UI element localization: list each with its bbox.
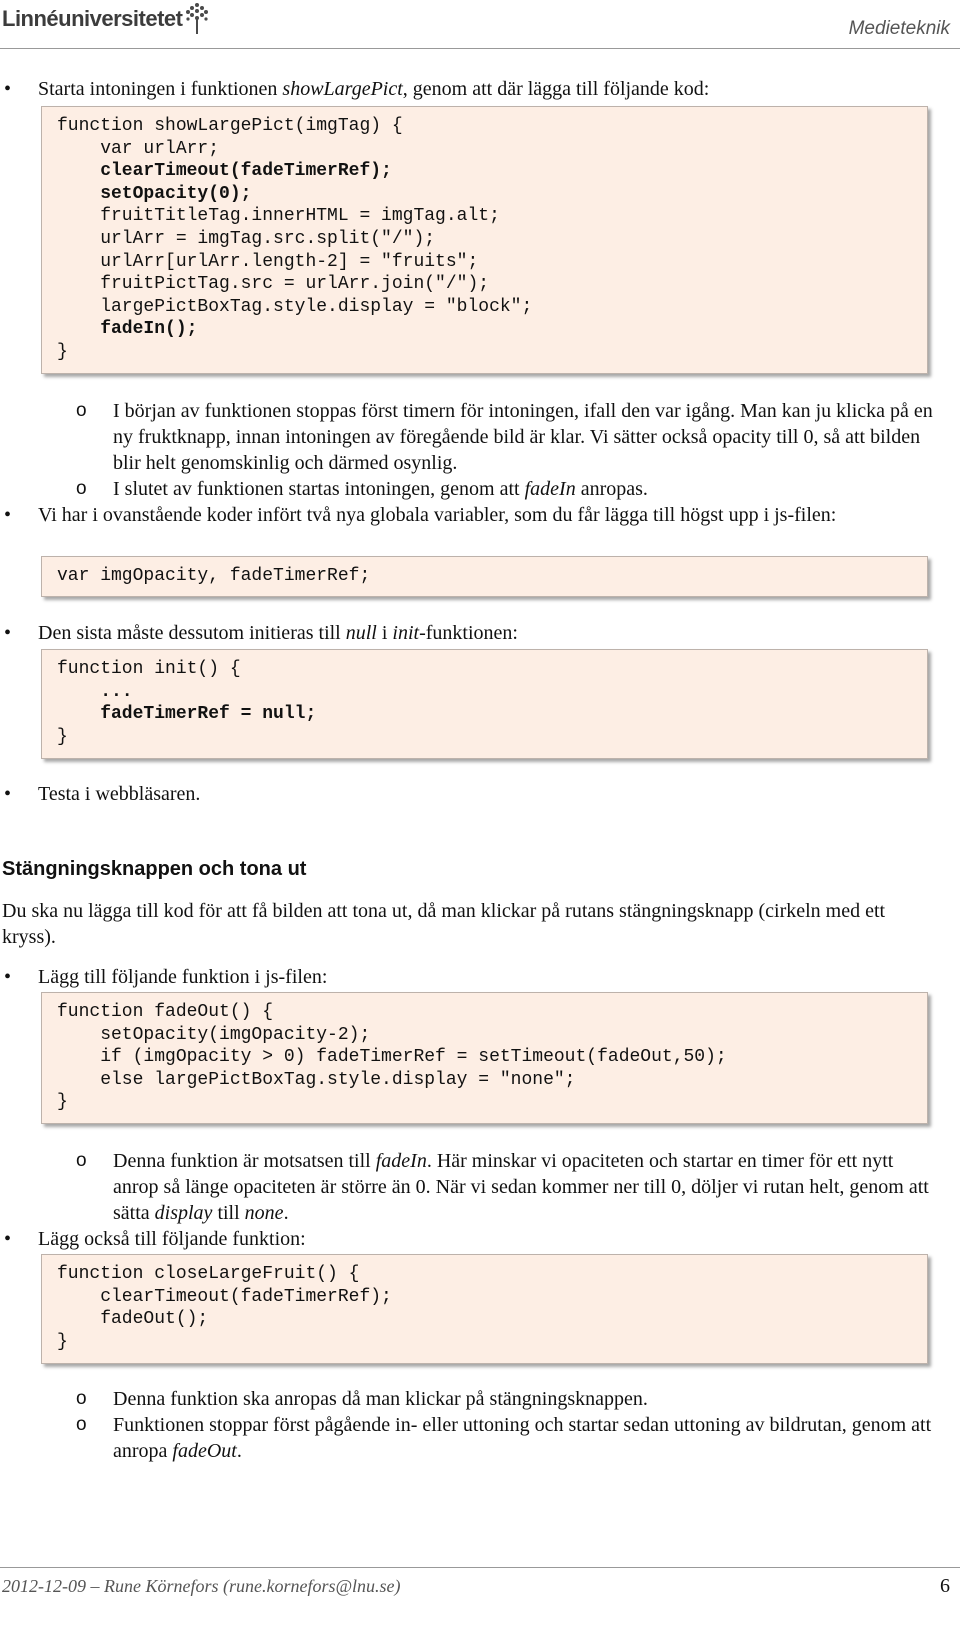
code-line: ... [57, 681, 133, 702]
bullet-marker: • [4, 966, 12, 988]
code-line: setOpacity(imgOpacity-2); [57, 1024, 371, 1045]
instruction-init-null: Den sista måste dessutom initieras till null i init-funktionen: [38, 622, 518, 644]
code-line: } [57, 1331, 68, 1352]
explanation-close-button: Denna funktion ska anropas då man klickar på stängningsknappen. [113, 1388, 648, 1410]
code-line: } [57, 726, 68, 747]
bullet-marker: • [4, 1228, 12, 1250]
sub-bullet-marker: o [76, 1388, 87, 1409]
explanation-start-fade-in: I slutet av funktionen startas intoningen, genom att fadeIn anropas. [113, 478, 648, 500]
page-number: 6 [940, 1575, 950, 1597]
code-block-show-large-pict [41, 106, 928, 374]
code-line: setOpacity(0); [57, 183, 252, 204]
code-line: clearTimeout(fadeTimerRef); [57, 1286, 392, 1307]
code-line: function fadeOut() { [57, 1002, 274, 1022]
code-line: fadeOut(); [57, 1309, 209, 1330]
university-logo [2, 6, 210, 36]
sub-bullet-marker: o [76, 1414, 87, 1435]
sub-bullet-marker: o [76, 478, 87, 499]
logo-wordmark: Linnéuniversitetet [2, 6, 183, 31]
code-line: urlArr[urlArr.length-2] = "fruits"; [57, 251, 479, 272]
code-line: fadeIn(); [57, 319, 198, 340]
code-line: urlArr = imgTag.src.split("/"); [57, 228, 436, 249]
code-line: var imgOpacity, fadeTimerRef; [57, 566, 371, 586]
code-line: fruitTitleTag.innerHTML = imgTag.alt; [57, 206, 500, 227]
explanation-fade-out: Denna funktion är motsatsen till fadeIn. Här minskar vi opaciteten och startar en timer för ett nytt anrop så länge opaciteten är större än 0. När vi sedan kommer ner till 0, döljer vi rutan helt, genom att sätta display till none. [113, 1150, 929, 1224]
bullet-marker: • [4, 783, 12, 805]
code-line: function closeLargeFruit() { [57, 1264, 360, 1284]
instruction-add-close-function: Lägg också till följande funktion: [38, 1228, 306, 1250]
page-header [0, 0, 960, 50]
instruction-start-fade-in: Starta intoningen i funktionen showLargePict, genom att där lägga till följande kod: [38, 78, 710, 100]
footer-author-date: 2012-12-09 – Rune Körnefors (rune.kornefors@lnu.se) [2, 1576, 401, 1596]
sub-bullet-marker: o [76, 1150, 87, 1171]
section-intro: Du ska nu lägga till kod för att få bilden att tona ut, då man klickar på rutans stängningsknapp (cirkeln med ett kryss). [2, 900, 886, 948]
bullet-marker: • [4, 622, 12, 644]
code-line: largePictBoxTag.style.display = "block"; [57, 296, 533, 317]
code-line: clearTimeout(fadeTimerRef); [57, 161, 392, 182]
section-heading: Stängningsknappen och tona ut [2, 858, 307, 880]
code-line: function showLargePict(imgTag) { [57, 116, 403, 136]
header-divider [0, 48, 960, 49]
code-block-init [41, 649, 928, 759]
code-line: } [57, 1092, 68, 1113]
instruction-add-fade-out: Lägg till följande funktion i js-filen: [38, 966, 328, 988]
code-block-close-large-fruit [41, 1254, 928, 1364]
instruction-test-browser: Testa i webbläsaren. [38, 783, 201, 805]
code-line: var urlArr; [57, 138, 220, 159]
code-block-fade-out [41, 992, 928, 1124]
code-line: else largePictBoxTag.style.display = "none"; [57, 1069, 576, 1090]
code-line: fadeTimerRef = null; [57, 704, 317, 725]
sub-bullet-marker: o [76, 400, 87, 421]
bullet-marker: • [4, 504, 12, 526]
explanation-stop-and-fade-out: Funktionen stoppar först pågående in- eller uttoning och startar sedan uttoning av bildrutan, genom att anropa fadeOut. [113, 1414, 932, 1462]
tree-logo-icon [184, 2, 210, 36]
department-name: Medieteknik [848, 18, 950, 39]
bullet-marker: • [4, 78, 12, 100]
code-line: fruitPictTag.src = urlArr.join("/"); [57, 274, 490, 295]
code-block-global-vars [41, 556, 928, 597]
code-line: if (imgOpacity > 0) fadeTimerRef = setTimeout(fadeOut,50); [57, 1047, 727, 1068]
code-line: function init() { [57, 659, 241, 679]
instruction-global-variables: Vi har i ovanstående koder infört två nya globala variabler, som du får lägga till högst upp i js-filen: [38, 504, 837, 526]
explanation-stop-timer: I början av funktionen stoppas först timern för intoningen, ifall den var igång. Man kan ju klicka på en ny fruktknapp, innan intoningen av föregående bild är klar. Vi sätter också opacity till 0, så att bilden blir helt genomskinlig och därmed osynlig. [113, 400, 933, 474]
code-line: } [57, 341, 68, 362]
footer-divider [0, 1567, 960, 1568]
